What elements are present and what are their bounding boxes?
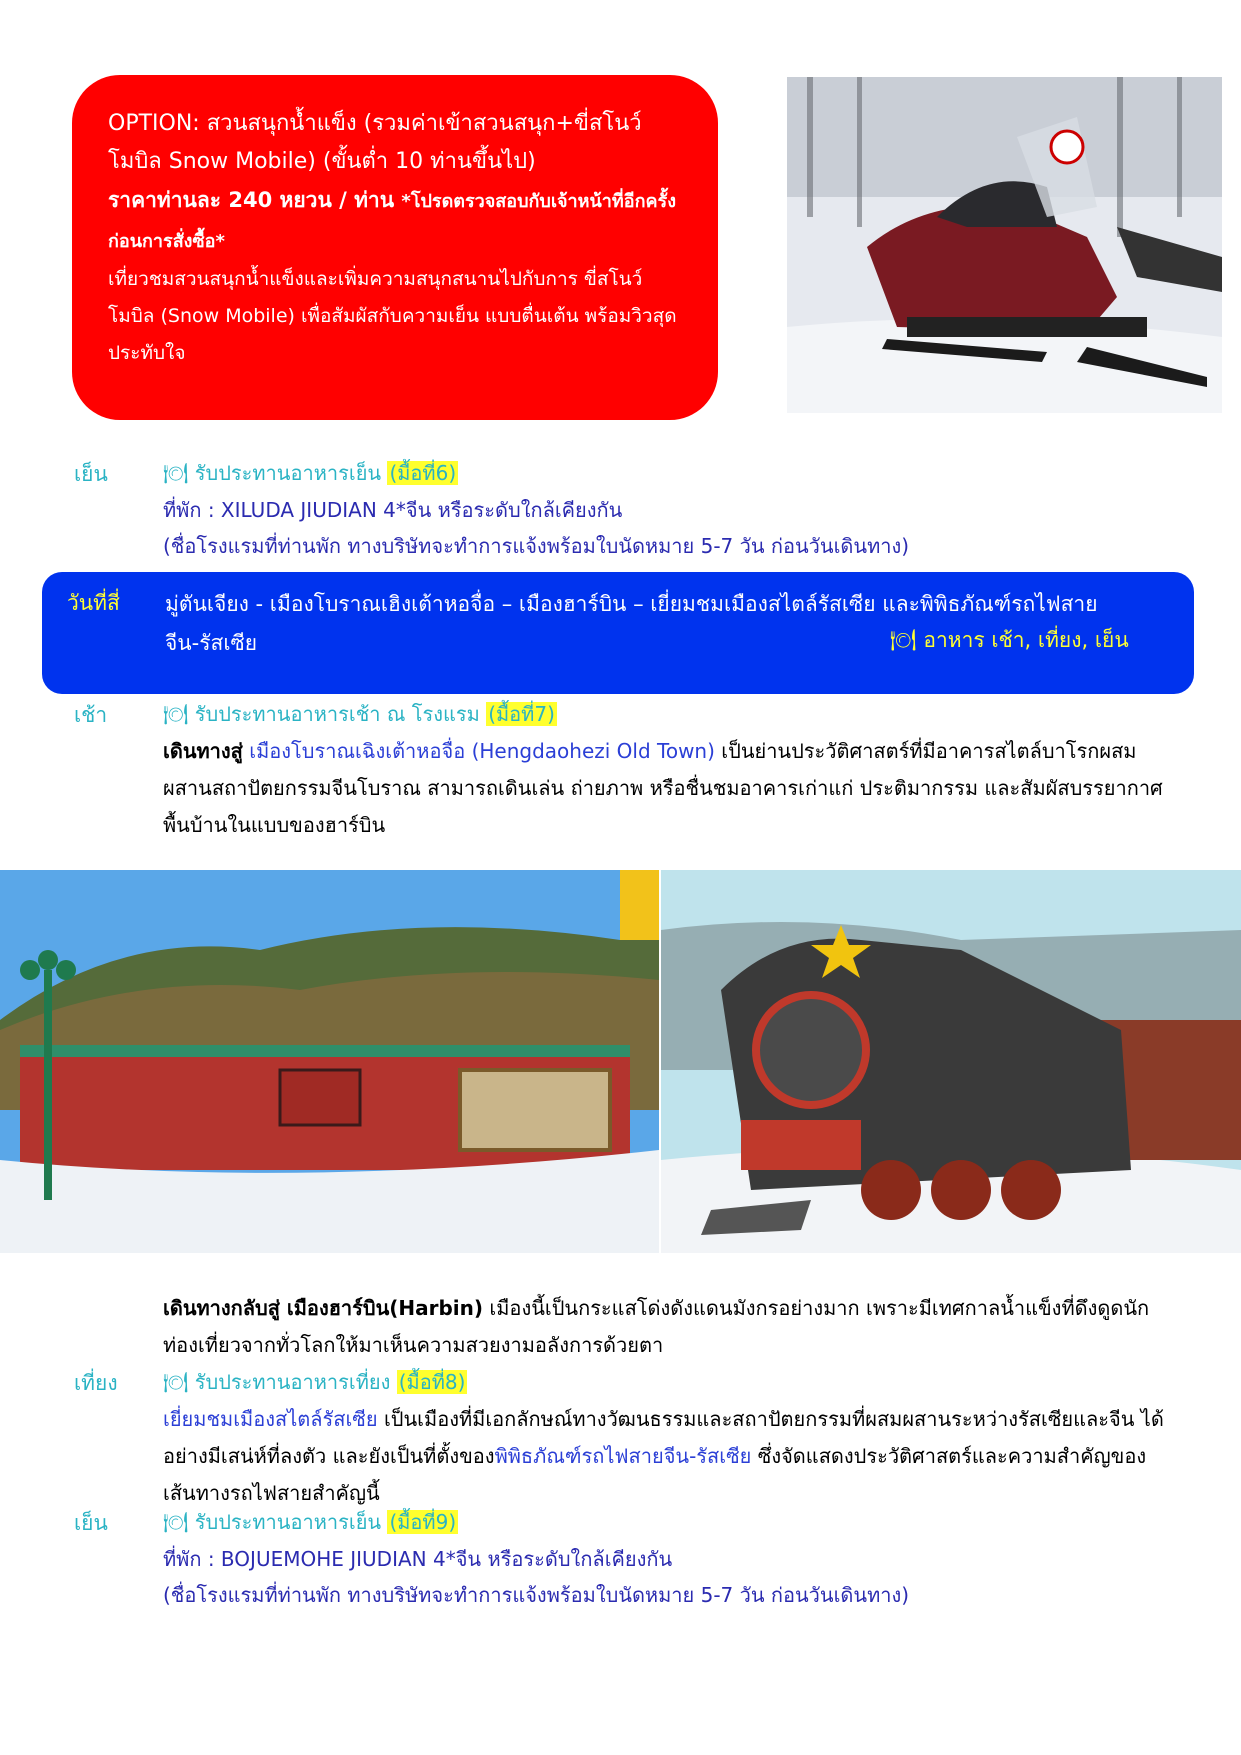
dinner-block-2 xyxy=(163,1504,1173,1613)
meal-text: รับประทานอาหารเช้า ณ โรงแรม xyxy=(194,702,480,726)
meal-number: (มื้อที่6) xyxy=(389,461,457,485)
option-price-text: ราคาท่านละ 240 หยวน / ท่าน xyxy=(108,188,395,212)
hotel-info: ที่พัก : XILUDA JIUDIAN 4*จีน หรือระดับใกล้เคียงกัน xyxy=(163,498,623,522)
lunch-meal-line xyxy=(163,1364,1173,1401)
option-box xyxy=(72,75,718,420)
meal-text: รับประทานอาหารเย็น xyxy=(194,1510,382,1534)
hotel-note: (ชื่อโรงแรมที่ท่านพัก ทางบริษัทจะทำการแจ้งพร้อมใบนัดหมาย 5-7 วัน ก่อนวันเดินทาง) xyxy=(163,534,910,558)
place-name: เมืองโบราณเฉิงเต้าหอจื่อ (Hengdaohezi Old Town) xyxy=(249,739,715,763)
meal-text: รับประทานอาหารเที่ยง xyxy=(194,1370,391,1394)
hotel-note: (ชื่อโรงแรมที่ท่านพัก ทางบริษัทจะทำการแจ้งพร้อมใบนัดหมาย 5-7 วัน ก่อนวันเดินทาง) xyxy=(163,1583,910,1607)
hotel-info: ที่พัก : BOJUEMOHE JIUDIAN 4*จีน หรือระดับใกล้เคียงกัน xyxy=(163,1547,673,1571)
train-photo xyxy=(661,870,1241,1253)
paragraph-lead: เดินทางกลับสู่ เมืองฮาร์บิน(Harbin) xyxy=(163,1296,484,1320)
day-route-line-2: จีน-รัสเซีย xyxy=(165,631,258,655)
option-price xyxy=(108,181,688,261)
meal-text: รับประทานอาหารเย็น xyxy=(194,461,382,485)
meal-number: (มื้อที่7) xyxy=(488,702,555,726)
meal-number: (มื้อที่9) xyxy=(389,1510,457,1534)
lunch-paragraph xyxy=(163,1401,1173,1512)
paragraph-lead: เดินทางสู่ xyxy=(163,739,243,763)
paragraph-text-1: เป็นเมืองที่มีเอกลักษณ์ทางวัฒนธรรมและสถาปัตยกรรมที่ผสมผสานระหว่างรัสเซียและจีน ได้อย่างมีเสน่ห์ที่ลงตัว และยังเป็นที่ตั้งของ xyxy=(163,1407,1164,1468)
dinner-meal-line xyxy=(163,455,1173,492)
option-description: เที่ยวชมสวนสนุกน้ำแข็งและเพิ่มความสนุกสนานไปกับการ ขี่สโนว์โมบิล (Snow Mobile) เพื่อสัมผัสกับความเย็น แบบตื่นเต้น พร้อมวิวสุดประทับใจ xyxy=(108,268,677,364)
day-route-line-1: มู่ตันเจียง - เมืองโบราณเฮิงเต้าหอจื่อ – เมืองฮาร์บิน – เยี่ยมชมเมืองสไตล์รัสเซีย และพิพิธภัณฑ์รถไฟสาย xyxy=(165,592,1098,616)
lunch-block xyxy=(163,1364,1173,1512)
harbin-paragraph xyxy=(163,1290,1173,1364)
dinner-label-2: เย็น xyxy=(74,1511,108,1535)
breakfast-paragraph xyxy=(163,733,1173,844)
lunch-label: เที่ยง xyxy=(74,1371,118,1395)
meal-plate-icon: 🍽 xyxy=(163,702,189,726)
day-label: วันที่สี่ xyxy=(67,591,120,615)
option-title: OPTION: สวนสนุกน้ำแข็ง (รวมค่าเข้าสวนสนุก+ขี่สโนว์โมบิล Snow Mobile) (ขั้นต่ำ 10 ท่านขึ้นไป) xyxy=(108,111,642,174)
russian-town-link: เยี่ยมชมเมืองสไตล์รัสเซีย xyxy=(163,1407,378,1431)
dinner-block-1 xyxy=(163,455,1173,564)
breakfast-block xyxy=(163,696,1173,844)
snowmobile-photo xyxy=(787,77,1222,413)
option-price-note: *โปรดตรวจสอบกับเจ้าหน้าที่อีกครั้งก่อนการสั่งซื้อ* xyxy=(108,191,676,252)
breakfast-meal-line xyxy=(163,696,1173,733)
breakfast-label: เช้า xyxy=(74,703,108,727)
dinner-meal-line xyxy=(163,1504,1173,1541)
meal-plate-icon: 🍽 xyxy=(163,1510,189,1534)
paragraph-text: เป็นย่านประวัติศาสตร์ที่มีอาคารสไตล์บาโรกผสมผสานสถาปัตยกรรมจีนโบราณ สามารถเดินเล่น ถ่ายภาพ หรือชื่นชมอาคารเก่าแก่ ประติมากรรม และสัมผัสบรรยากาศพื้นบ้านในแบบของฮาร์บิน xyxy=(163,739,1163,837)
meal-plate-icon: 🍽 xyxy=(163,461,189,485)
paragraph-text: เมืองนี้เป็นกระแสโด่งดังแดนมังกรอย่างมาก เพราะมีเทศกาลน้ำแข็งที่ดึงดูดนักท่องเที่ยวจากทั่วโลกให้มาเห็นความสวยงามอลังการด้วยตา xyxy=(163,1296,1150,1357)
meal-number: (มื้อที่8) xyxy=(398,1370,466,1394)
old-town-photo xyxy=(0,870,659,1253)
day-meals: 🍽 อาหาร เช้า, เที่ยง, เย็น xyxy=(890,628,1129,652)
dinner-label-1: เย็น xyxy=(74,462,108,486)
railway-museum-link: พิพิธภัณฑ์รถไฟสายจีน-รัสเซีย xyxy=(494,1444,752,1468)
meal-plate-icon: 🍽 xyxy=(163,1370,189,1394)
paragraph-text-2: ซึ่งจัดแสดงประวัติศาสตร์และความสำคัญของเส้นทางรถไฟสายสำคัญนี้ xyxy=(163,1444,1147,1505)
